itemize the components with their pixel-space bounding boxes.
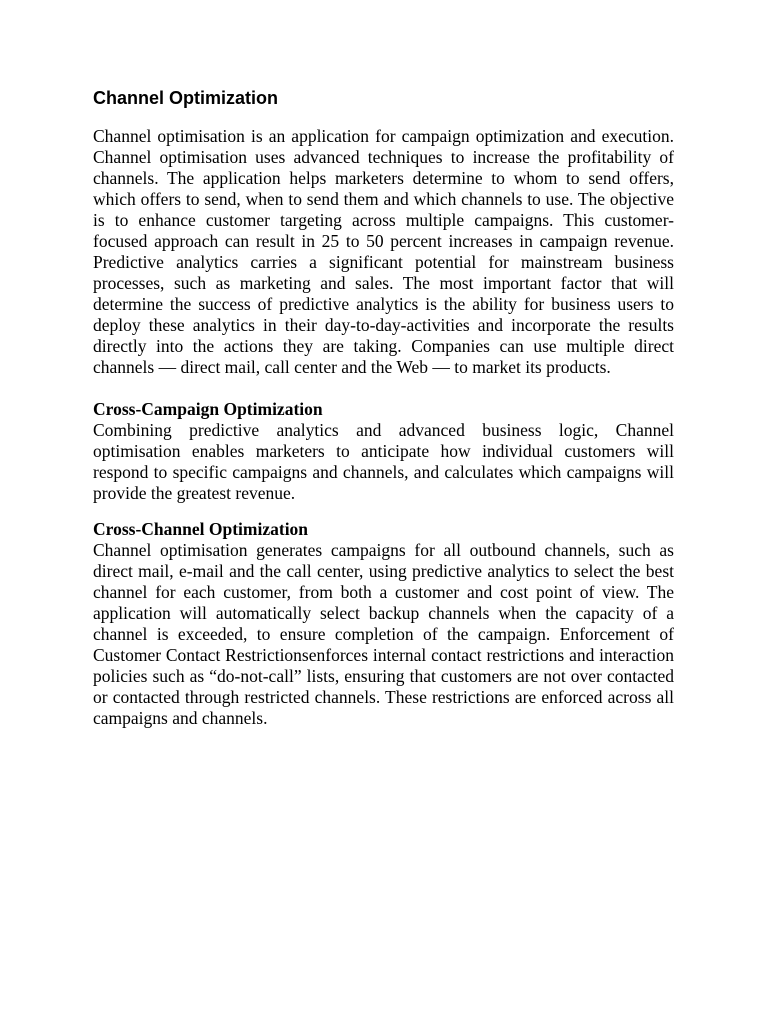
section-heading: Cross-Channel Optimization — [93, 519, 309, 539]
section-body: Channel optimisation generates campaigns for all outbound channels, such as direct mail, e-mail and the call center, using predictive analytics to select the best channel for each customer, from both a customer and cost point of view. The application will automatically select backup channels when the capacity of a channel is exceeded, to ensure completion of the campaign. Enforcement of Customer Contact Restrictionsenforces internal contact restrictions and interaction policies such as “do-not-call” lists, ensuring that customers are not over contacted or contacted through restricted channels. These restrictions are enforced across all campaigns and channels. — [93, 540, 674, 728]
section-body: Combining predictive analytics and advanced business logic, Channel optimisation enables marketers to anticipate how individual customers will respond to specific campaigns and channels, and calculates which campaigns will provide the greatest revenue. — [93, 420, 674, 503]
section-cross-channel — [93, 519, 674, 729]
document-page — [93, 85, 674, 729]
section-heading: Cross-Campaign Optimization — [93, 399, 323, 419]
page-title: Channel Optimization — [93, 88, 279, 108]
section-cross-campaign — [93, 399, 674, 504]
intro-paragraph: Channel optimisation is an application for campaign optimization and execution. Channel optimisation uses advanced techniques to increase the profitability of channels. The application helps marketers determine to whom to send offers, which offers to send, when to send them and which channels to use. The objective is to enhance customer targeting across multiple campaigns. This customer-focused approach can result in 25 to 50 percent increases in campaign revenue. Predictive analytics carries a significant potential for mainstream business processes, such as marketing and sales. The most important factor that will determine the success of predictive analytics is the ability for business users to deploy these analytics in their day-to-day-activities and incorporate the results directly into the actions they are taking. Companies can use multiple direct channels — direct mail, call center and the Web — to market its products. — [93, 126, 674, 377]
